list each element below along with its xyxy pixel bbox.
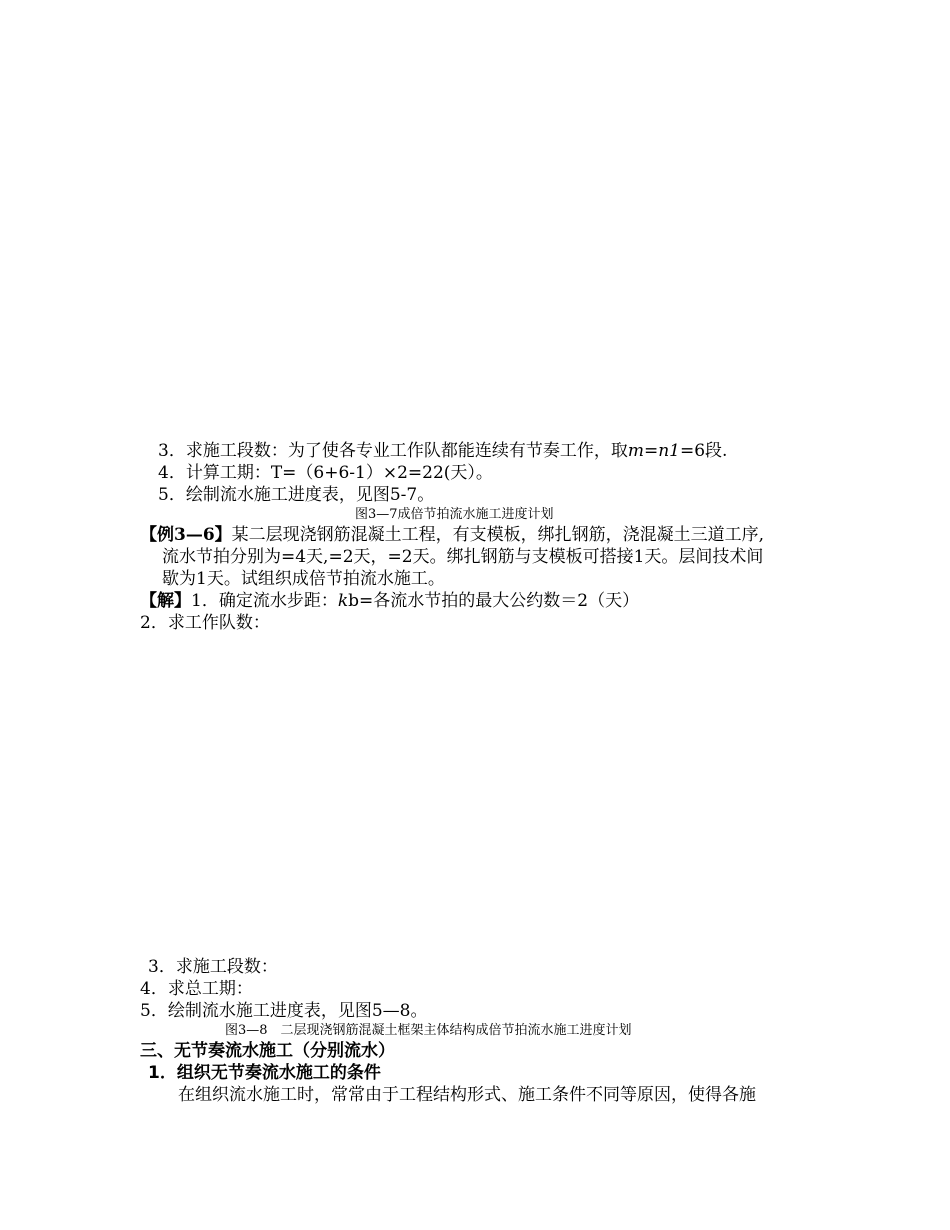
example-3-6-line-1 (140, 524, 764, 546)
solution-label: 【解】 (140, 591, 191, 611)
block2-step-5: 5．绘制流水施工进度表，见图5—8。 (140, 1001, 428, 1021)
example-text-1: 某二层现浇钢筋混凝土工程，有支模板，绑扎钢筋，浇混凝土三道工序, (231, 525, 765, 545)
section-3-title: 三、无节奏流水施工（分别流水） (140, 1041, 395, 1061)
example-3-6-line-3: 歇为1天。试组织成倍节拍流水施工。 (162, 569, 445, 589)
section-3-paragraph: 在组织流水施工时，常常由于工程结构形式、施工条件不同等原因，使得各施 (178, 1085, 756, 1105)
figure-caption-3-7: 图3—7成倍节拍流水施工进度计划 (355, 507, 554, 522)
step-4-duration: 4．计算工期：T=（6+6-1）×2=22(天）。 (158, 463, 493, 483)
solution-step-1-text: 1．确定流水步距： (191, 591, 338, 611)
example-3-6-line-2: 流水节拍分别为=4天,=2天，=2天。绑扎钢筋与支模板可搭接1天。层间技术间 (162, 547, 764, 567)
block2-step-4: 4．求总工期： (140, 979, 253, 999)
var-k: k (337, 591, 349, 611)
step-5-chart: 5．绘制流水施工进度表，见图5-7。 (158, 485, 435, 505)
var-1: 1 (669, 441, 680, 461)
solution-step-1 (140, 590, 639, 612)
subsection-1-title: 1．组织无节奏流水施工的条件 (148, 1063, 381, 1083)
example-label: 【例3—6】 (140, 525, 232, 545)
solution-step-1-suffix: b=各流水节拍的最大公约数＝2（天） (348, 591, 640, 611)
var-m: m (627, 441, 644, 461)
var-n: n (658, 441, 670, 461)
step-3-segments (158, 440, 727, 462)
solution-step-2: 2．求工作队数： (140, 613, 270, 633)
block2-step-3: 3．求施工段数： (148, 957, 278, 977)
equals-sign: = (643, 441, 659, 461)
step-3-text: 3．求施工段数：为了使各专业工作队都能连续有节奏工作，取 (158, 441, 628, 461)
figure-caption-3-8: 图3—8 二层现浇钢筋混凝土框架主体结构成倍节拍流水施工进度计划 (225, 1023, 632, 1038)
step-3-suffix: =6段. (679, 441, 728, 461)
